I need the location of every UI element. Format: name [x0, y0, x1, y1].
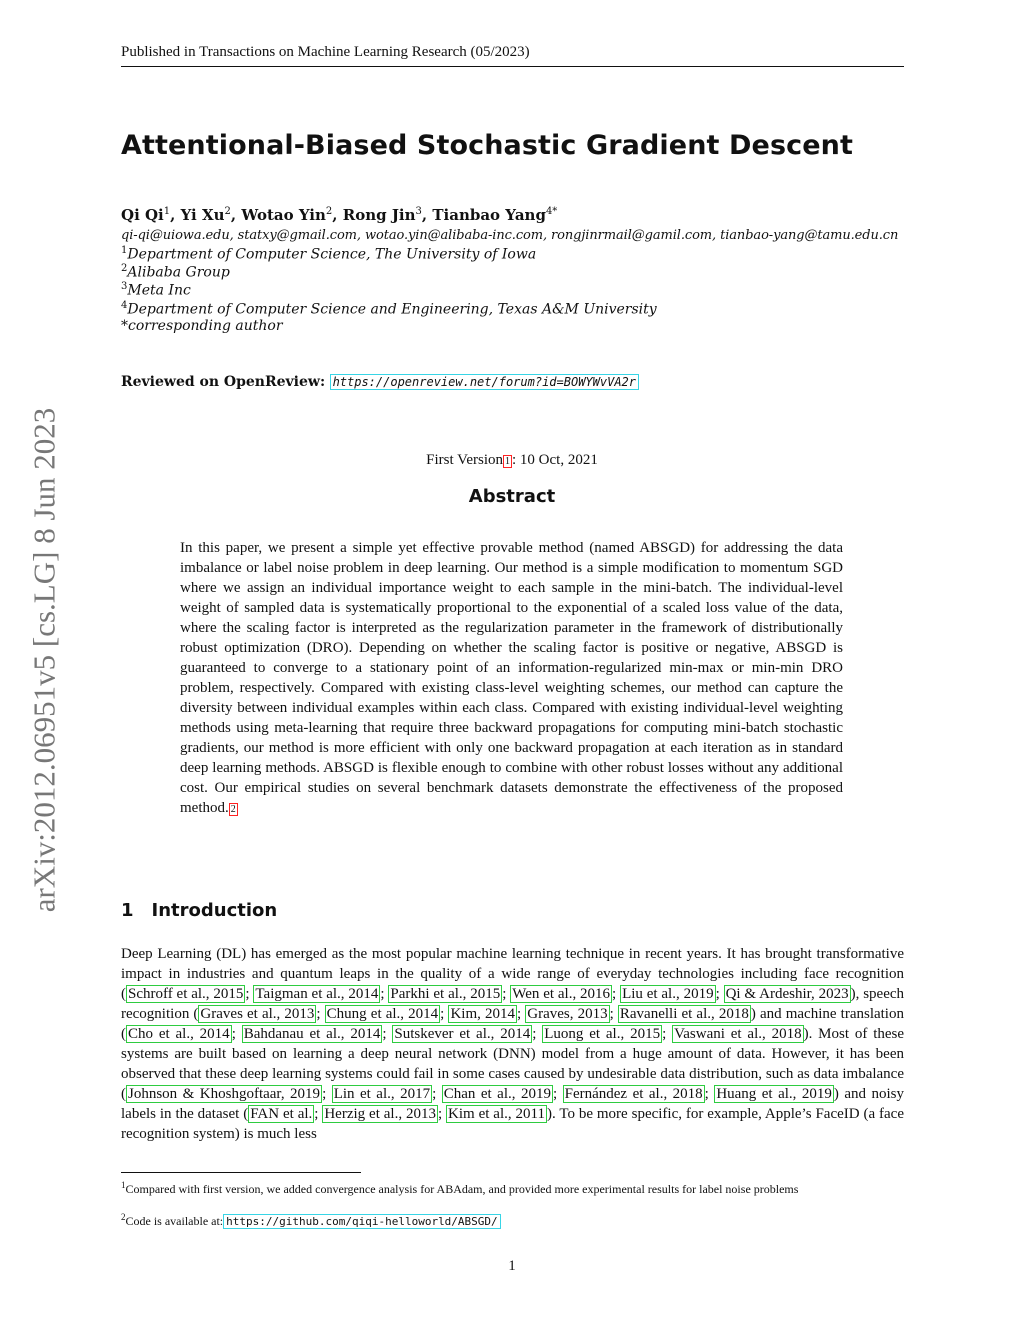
- footnote-ref-link[interactable]: 2: [230, 804, 236, 815]
- arxiv-identifier: arXiv:2012.06951v5 [cs.LG] 8 Jun 2023: [26, 407, 61, 913]
- author-affiliation-mark: 1: [163, 206, 171, 217]
- author-emails: qi-qi@uiowa.edu, statxy@gmail.com, wotao.yin@alibaba-inc.com, rongjinrmail@gamil.com, tianbao-yang@tamu.edu.cn: [121, 228, 899, 243]
- author-name: Tianbao Yang: [432, 206, 546, 224]
- author-name: Yi Xu: [180, 206, 225, 224]
- footnote-ref-link[interactable]: 1: [505, 456, 510, 467]
- first-version-line: [0, 452, 1024, 469]
- affiliation-text: Department of Computer Science and Engineering, Texas A&M University: [127, 301, 657, 318]
- affiliation-text: Department of Computer Science, The University of Iowa: [127, 246, 537, 263]
- citation-link[interactable]: Qi & Ardeshir, 2023: [725, 986, 849, 1002]
- affiliation-mark: 3: [121, 281, 128, 292]
- author-affiliation-mark: 2: [325, 206, 333, 217]
- citation-link[interactable]: Lin et al., 2017: [333, 1086, 431, 1102]
- citation-link[interactable]: Schroff et al., 2015: [128, 986, 244, 1002]
- citation-link[interactable]: Chung et al., 2014: [326, 1006, 439, 1022]
- first-version-label: First Version: [426, 452, 503, 468]
- openreview-link[interactable]: https://openreview.net/forum?id=BOWYWvVA2r: [330, 374, 639, 390]
- paragraph-text: ). Most of these systems are built based on learning a deep neural network (DNN) model from a huge amount of data. However, it has been observed that these deep learning systems could fail in some cases caused by undesirable data distribution, such as data imbalance (: [121, 1026, 905, 1102]
- paragraph-text: ). To be more specific, for example, Apple’s FaceID (a face recognition system) is much less: [121, 1106, 904, 1142]
- author-name: Wotao Yin: [241, 206, 326, 224]
- citation-link[interactable]: Graves et al., 2013: [200, 1006, 315, 1022]
- footnote-text: Compared with first version, we added convergence analysis for ABAdam, and provided more experimental results for label noise problems: [125, 1182, 799, 1196]
- abstract-text: In this paper, we present a simple yet effective provable method (named ABSGD) for addressing the data imbalance or label noise problem in deep learning. Our method is a simple modification to momentum SGD where we assign an individual importance weight to each sample in the mini-batch. The individual-level weight of sampled data is systematically proportional to the exponential of a scaled loss value of the data, where the scaling factor is interpreted as the regularization parameter in the framework of distributionally robust optimization (DRO). Depending on whether the scaling factor is positive or negative, ABSGD is guaranteed to converge to a stationary point of an information-regularized min-max or min-min DRO problem, respectively. Compared with existing class-level weighting schemes, our method can capture the diversity between individual examples within each class. Compared with existing individual-level weighting methods using meta-learning that require three backward propagations for computing mini-batch stochastic gradients, our method is more efficient with only one backward propagation at each iteration as in standard deep learning methods. ABSGD is flexible enough to combine with other robust losses without any additional cost. Our empirical studies on several benchmark datasets demonstrate the effectiveness of the proposed method.: [180, 540, 843, 816]
- citation-link[interactable]: Bahdanau et al., 2014: [243, 1026, 381, 1042]
- citation-link[interactable]: Liu et al., 2019: [622, 986, 714, 1002]
- footnote-rule: [121, 1172, 361, 1173]
- affiliation: [121, 281, 191, 299]
- header-rule: [121, 66, 904, 67]
- abstract-body: [180, 538, 843, 820]
- citation-link[interactable]: Vaswani et al., 2018: [674, 1026, 802, 1042]
- footnote-text: Code is available at:: [125, 1214, 224, 1228]
- footnote-mark: 1: [121, 1180, 126, 1190]
- citation-link[interactable]: FAN et al.: [250, 1106, 313, 1122]
- author-list: Qi Qi$^1$, Yi Xu$^2$, Wotao Yin$^2$, Rong Jin$^3$, Tianbao Yang$^{4*}$: [121, 206, 558, 224]
- paragraph-text: ) and noisy labels in the dataset (: [121, 1086, 904, 1122]
- running-header: Published in Transactions on Machine Learning Research (05/2023): [121, 44, 530, 60]
- paragraph-text: ) and machine translation (: [121, 1006, 904, 1042]
- abstract-heading: Abstract: [468, 486, 556, 507]
- paragraph-text: ), speech recognition (: [121, 986, 905, 1022]
- affiliation-text: Alibaba Group: [127, 264, 230, 281]
- affiliation: [121, 245, 536, 263]
- affiliation-mark: 2: [121, 263, 128, 274]
- citation-link[interactable]: Johnson & Khoshgoftaar, 2019: [128, 1086, 321, 1102]
- citation-link[interactable]: Ravanelli et al., 2018: [619, 1006, 749, 1022]
- citation-link[interactable]: Taigman et al., 2014: [255, 986, 379, 1002]
- affiliation-mark: 4: [121, 300, 128, 311]
- affiliation: [121, 263, 230, 281]
- citation-link[interactable]: Sutskever et al., 2014: [394, 1026, 531, 1042]
- author-affiliation-mark: 2: [224, 206, 231, 217]
- affiliation-text: Meta Inc: [127, 282, 191, 299]
- citation-link[interactable]: Luong et al., 2015: [544, 1026, 661, 1042]
- author-name: Qi Qi: [121, 206, 164, 224]
- introduction-paragraph: Deep Learning (DL) has emerged as the most popular machine learning technique in recent years. It has brought transformative impact in industries and quantum leaps in the quality of a wide range of everyday technologies including face recognition ( Schroff et al., 2015 ; Taigman et al., 2014 ; Parkhi et al., 2015 ; Wen et al., 2016 ; Liu et al., 2019 ; Qi & Ardeshir, 2023 ), speech recognition ( Graves et al., 2013 ; Chung et al., 2014 ; Kim, 2014 ; Graves, 2013 ; Ravanelli et al., 2018 ) and machine translation ( Cho et al., 2014 ; Bahdanau et al., 2014 ; Sutskever et al., 2014 ; Luong et al., 2015 ; Vaswani et al., 2018 ). Most of these systems are built based on learning a deep neural network (DNN) model from a huge amount of data. However, it has been observed that these deep learning systems could fail in some cases caused by undesirable data distribution, such as data imbalance ( Johnson & Khoshgoftaar, 2019 ; Lin et al., 2017 ; Chan et al., 2019 ; Fernández et al., 2018 ; Huang et al., 2019 ) and noisy labels in the dataset ( FAN et al. ; Herzig et al., 2013 ; Kim et al., 2011 ). To be more specific, for example, Apple’s FaceID (a face recognition system) is much less: [121, 946, 905, 1142]
- section-heading: [121, 900, 277, 921]
- citation-link[interactable]: Kim, 2014: [450, 1006, 515, 1022]
- footnote: [121, 1178, 904, 1197]
- citation-link[interactable]: Wen et al., 2016: [512, 986, 611, 1002]
- author-name: Rong Jin: [342, 206, 416, 224]
- citation-link[interactable]: Fernández et al., 2018: [564, 1086, 703, 1102]
- affiliation: [121, 300, 657, 318]
- openreview-line: [121, 374, 639, 390]
- author-affiliation-mark: 4*: [545, 206, 558, 217]
- citation-link[interactable]: Cho et al., 2014: [128, 1026, 230, 1042]
- section-number: 1: [121, 900, 134, 921]
- citation-link[interactable]: Graves, 2013: [527, 1006, 608, 1022]
- citation-link[interactable]: Huang et al., 2019: [716, 1086, 832, 1102]
- footnote-mark: 2: [121, 1212, 126, 1222]
- paragraph-text: Deep Learning (DL) has emerged as the most popular machine learning technique in recent years. It has brought transformative impact in industries and quantum leaps in the quality of a wide range of everyday technologies including face recognition (: [121, 946, 904, 1002]
- citation-link[interactable]: Chan et al., 2019: [443, 1086, 551, 1102]
- paper-title: Attentional-Biased Stochastic Gradient Descent: [121, 130, 853, 161]
- corresponding-author-note: *corresponding author: [121, 318, 283, 334]
- citation-link[interactable]: Kim et al., 2011: [448, 1106, 545, 1122]
- github-link[interactable]: https://github.com/qiqi-helloworld/ABSGD/: [223, 1214, 501, 1229]
- affiliation-mark: 1: [121, 245, 128, 256]
- first-version-date: : 10 Oct, 2021: [512, 452, 598, 468]
- citation-link[interactable]: Herzig et al., 2013: [324, 1106, 436, 1122]
- footnote: [121, 1210, 904, 1229]
- section-title: Introduction: [151, 900, 278, 921]
- openreview-label: Reviewed on OpenReview:: [121, 374, 326, 390]
- author-affiliation-mark: 3: [415, 206, 422, 217]
- page-number: 1: [508, 1258, 516, 1274]
- citation-link[interactable]: Parkhi et al., 2015: [390, 986, 501, 1002]
